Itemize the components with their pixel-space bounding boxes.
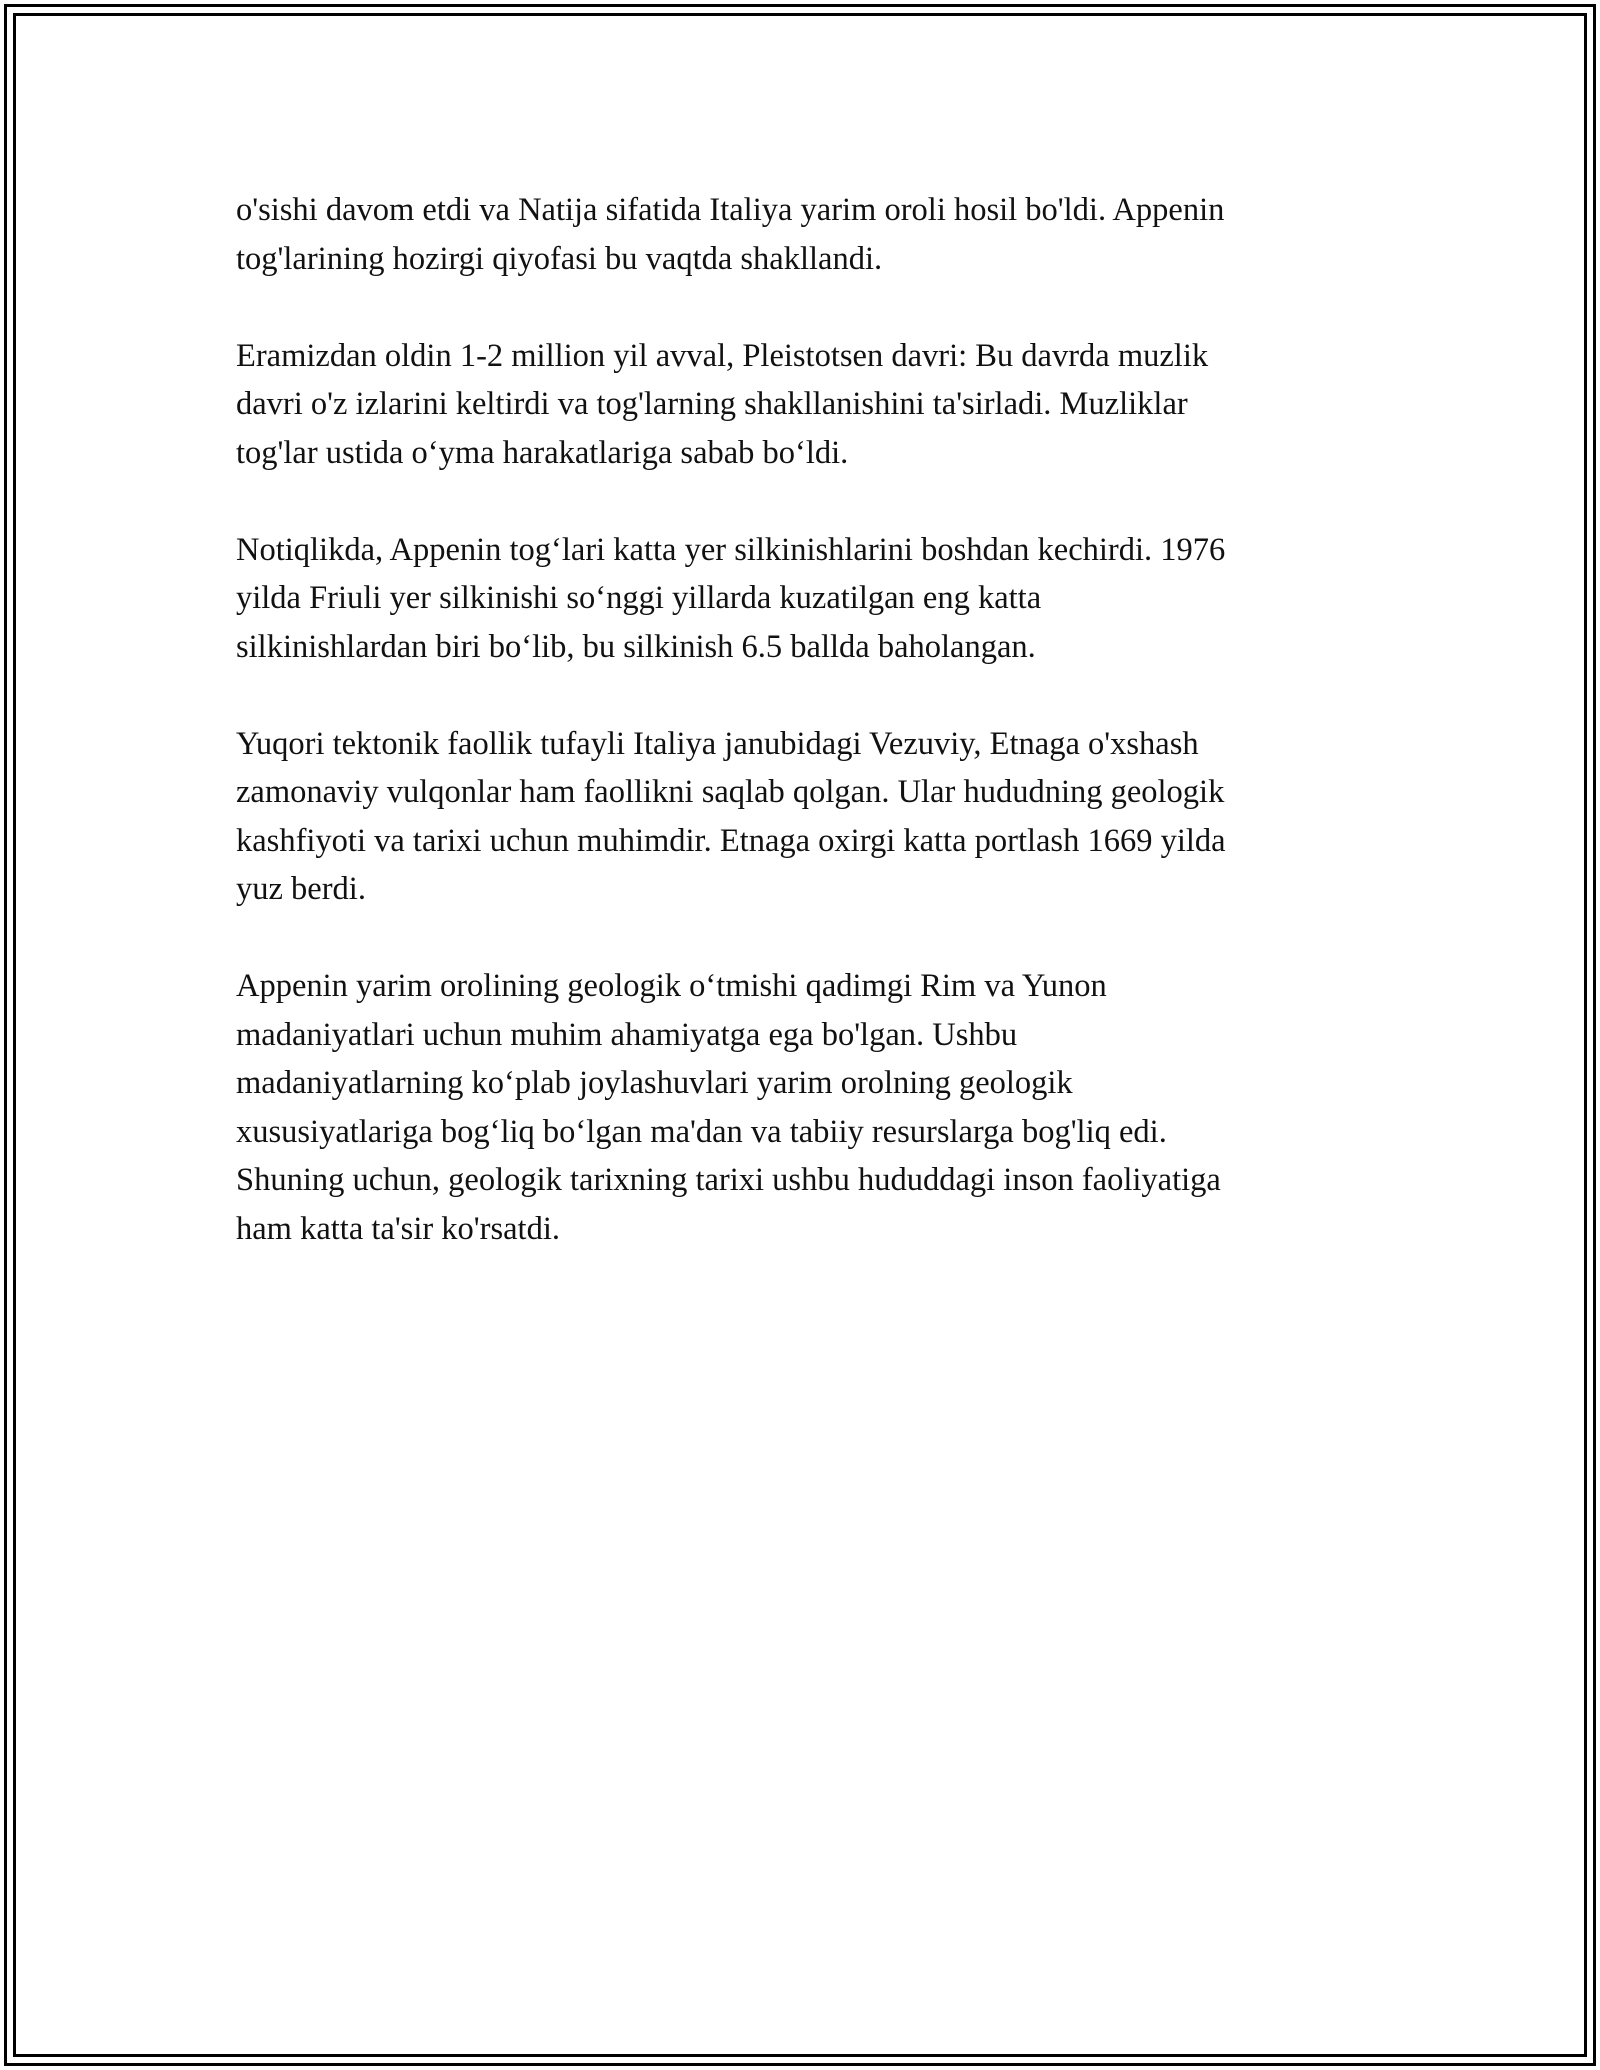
paragraph-1: o'sishi davom etdi va Natija sifatida Italiya yarim oroli hosil bo'ldi. Appenin tog'larining hozirgi qiyofasi bu vaqtda shakllandi. (236, 192, 1225, 277)
paragraph-2: Eramizdan oldin 1-2 million yil avval, Pleistotsen davri: Bu davrda muzlik davri o'z izlarini keltirdi va tog'larning shakllanishini ta'sirladi. Muzliklar tog'lar ustida o‘yma harakatlariga sabab bo‘ldi. (236, 337, 1209, 471)
paragraph-4: Yuqori tektonik faollik tufayli Italiya janubidagi Vezuviy, Etnaga o'xshash zamonaviy vulqonlar ham faollikni saqlab qolgan. Ular hududning geologik kashfiyoti va tarixi uchun muhimdir. Etnaga oxirgi katta portlash 1669 yilda yuz berdi. (236, 725, 1226, 907)
paragraph-5: Appenin yarim orolining geologik o‘tmishi qadimgi Rim va Yunon madaniyatlari uchun muhim ahamiyatga ega bo'lgan. Ushbu madaniyatlarning ko‘plab joylashuvlari yarim orolning geologik xususiyatlariga bog‘liq bo‘lgan ma'dan va tabiiy resurslarga bog'liq edi. Shuning uchun, geologik tarixning tarixi ushbu hududdagi inson faoliyatiga ham katta ta'sir ko'rsatdi. (236, 968, 1221, 1247)
document-body (236, 186, 1366, 1302)
paragraph-3: Notiqlikda, Appenin tog‘lari katta yer silkinishlarini boshdan kechirdi. 1976 yilda Friuli yer silkinishi so‘nggi yillarda kuzatilgan eng katta silkinishlardan biri bo‘lib, bu silkinish 6.5 ballda baholangan. (236, 531, 1226, 665)
